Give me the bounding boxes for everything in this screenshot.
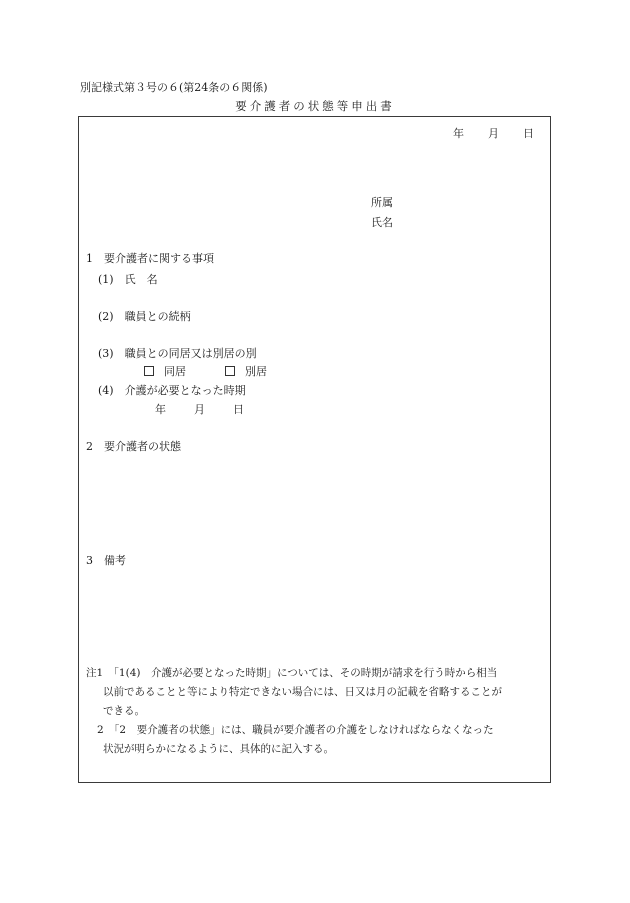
date-day-label: 日 bbox=[523, 127, 534, 140]
care-start-day-label: 日 bbox=[233, 403, 244, 416]
applicant-name-label: 氏名 bbox=[371, 216, 393, 229]
date-month-label: 月 bbox=[488, 127, 499, 140]
section-2-heading: 2 要介護者の状態 bbox=[86, 440, 181, 453]
note-1-line-1: 注1 「1(4) 介護が必要となった時期」については、その時期が請求を行う時から相当 bbox=[86, 667, 498, 679]
section-3-heading: 3 備考 bbox=[86, 554, 126, 567]
living-together-label: 同居 bbox=[164, 365, 186, 378]
living-separately-checkbox[interactable] bbox=[225, 366, 235, 376]
option-living-together[interactable] bbox=[144, 366, 186, 377]
living-together-checkbox[interactable] bbox=[144, 366, 154, 376]
document-title: 要介護者の状態等申出書 bbox=[235, 99, 395, 113]
care-start-year-label: 年 bbox=[155, 403, 166, 416]
submission-date bbox=[453, 128, 534, 139]
note-1-line-3: できる。 bbox=[103, 705, 145, 717]
relationship-label: (2) 職員との続柄 bbox=[98, 310, 191, 323]
option-living-separately[interactable] bbox=[225, 366, 267, 377]
section-1-heading: 1 要介護者に関する事項 bbox=[86, 252, 214, 265]
cohabitation-label: (3) 職員との同居又は別居の別 bbox=[98, 347, 257, 360]
date-year-label: 年 bbox=[453, 127, 464, 140]
form-number-label: 別記様式第３号の６(第24条の６関係) bbox=[80, 81, 268, 94]
care-start-label: (4) 介護が必要となった時期 bbox=[98, 384, 246, 397]
affiliation-label: 所属 bbox=[371, 196, 393, 209]
note-2-line-1: 2 「2 要介護者の状態」には、職員が要介護者の介護をしなければならなくなった bbox=[97, 724, 494, 736]
care-start-date bbox=[155, 404, 244, 415]
care-start-month-label: 月 bbox=[194, 403, 205, 416]
living-separately-label: 別居 bbox=[245, 365, 267, 378]
note-2-line-2: 状況が明らかになるように、具体的に記入する。 bbox=[103, 743, 334, 755]
note-1-line-2: 以前であることと等により特定できない場合には、日又は月の記載を省略することが bbox=[103, 686, 502, 698]
care-recipient-name-label: (1) 氏 名 bbox=[98, 273, 158, 286]
